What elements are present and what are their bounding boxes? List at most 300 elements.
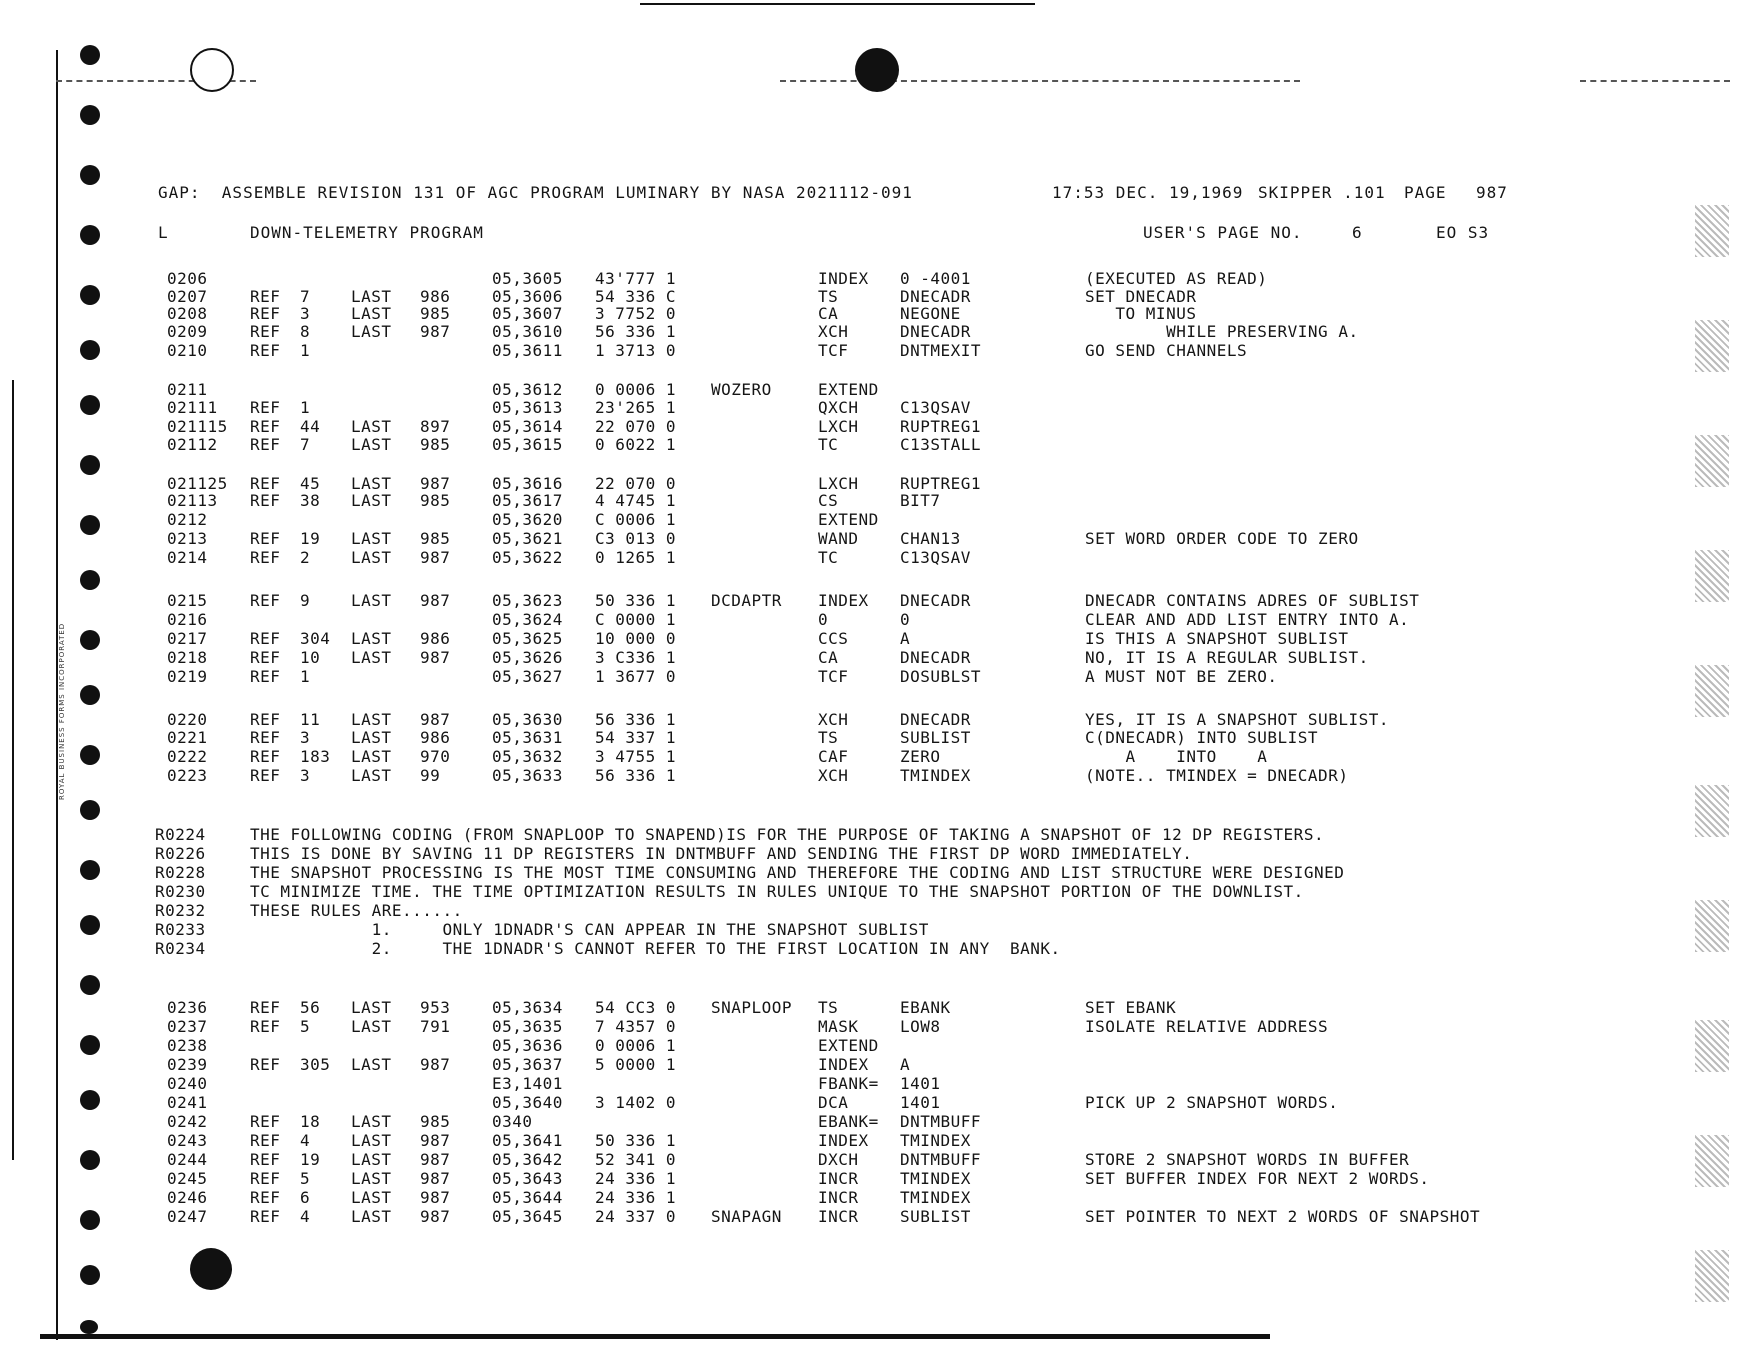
remark-text: THE SNAPSHOT PROCESSING IS THE MOST TIME CONSUMING AND THEREFORE THE CODING AND LIST STRUCTURE WERE DESIGNED <box>250 863 1345 882</box>
listing-operand: DNECADR <box>900 322 971 341</box>
listing-seq: 0209 <box>167 322 208 341</box>
listing-last: LAST <box>351 548 392 567</box>
listing-ref: REF <box>250 648 281 667</box>
listing-op: TS <box>818 728 839 747</box>
listing-addr: 05,3644 <box>492 1188 563 1207</box>
listing-operand: TMINDEX <box>900 1188 971 1207</box>
listing-comment: NO, IT IS A REGULAR SUBLIST. <box>1085 648 1369 667</box>
listing-word: 3 4755 1 <box>595 747 677 766</box>
listing-cnt: 38 <box>300 491 321 510</box>
listing-addr: 05,3625 <box>492 629 563 648</box>
listing-cnt: 9 <box>300 591 311 610</box>
listing-word: 43'777 1 <box>595 269 677 288</box>
listing-comment: DNECADR CONTAINS ADRES OF SUBLIST <box>1085 591 1420 610</box>
scan-artifact <box>1695 205 1729 257</box>
listing-lpg: 985 <box>420 304 451 323</box>
listing-op: XCH <box>818 766 849 785</box>
remark-text: 2. THE 1DNADR'S CANNOT REFER TO THE FIRST LOCATION IN ANY BANK. <box>250 939 1061 958</box>
listing-addr: 05,3634 <box>492 998 563 1017</box>
listing-comment: CLEAR AND ADD LIST ENTRY INTO A. <box>1085 610 1410 629</box>
scan-artifact <box>1695 1250 1729 1302</box>
listing-operand: SUBLIST <box>900 1207 971 1226</box>
listing-op: MASK <box>818 1017 859 1036</box>
listing-op: EXTEND <box>818 380 879 399</box>
listing-op: TS <box>818 998 839 1017</box>
listing-addr: 0340 <box>492 1112 533 1131</box>
listing-last: LAST <box>351 1112 392 1131</box>
listing-addr: 05,3641 <box>492 1131 563 1150</box>
punch-hole <box>855 48 899 92</box>
users-page-number: 6 <box>1352 223 1363 242</box>
listing-operand: 0 <box>900 610 911 629</box>
listing-cnt: 44 <box>300 417 321 436</box>
listing-operand: DOSUBLST <box>900 667 982 686</box>
listing-lpg: 986 <box>420 287 451 306</box>
tractor-hole <box>80 1265 100 1285</box>
listing-comment: (NOTE.. TMINDEX = DNECADR) <box>1085 766 1349 785</box>
punch-hole <box>190 1248 232 1290</box>
listing-word: 0 0006 1 <box>595 380 677 399</box>
listing-addr: 05,3630 <box>492 710 563 729</box>
listing-operand: C13QSAV <box>900 548 971 567</box>
listing-comment: A MUST NOT BE ZERO. <box>1085 667 1278 686</box>
listing-addr: 05,3615 <box>492 435 563 454</box>
listing-cnt: 3 <box>300 766 311 785</box>
listing-lpg: 987 <box>420 648 451 667</box>
listing-seq: 0237 <box>167 1017 208 1036</box>
tractor-hole <box>80 105 100 125</box>
tractor-hole <box>80 745 100 765</box>
listing-seq: 0238 <box>167 1036 208 1055</box>
listing-word: 50 336 1 <box>595 591 677 610</box>
bottom-rule <box>40 1334 1270 1339</box>
listing-ref: REF <box>250 766 281 785</box>
listing-word: 24 337 0 <box>595 1207 677 1226</box>
listing-cnt: 19 <box>300 529 321 548</box>
listing-addr: 05,3623 <box>492 591 563 610</box>
listing-lpg: 987 <box>420 591 451 610</box>
listing-operand: C13STALL <box>900 435 982 454</box>
listing-lpg: 99 <box>420 766 441 785</box>
listing-addr: 05,3614 <box>492 417 563 436</box>
listing-word: 54 337 1 <box>595 728 677 747</box>
listing-op: FBANK= <box>818 1074 879 1093</box>
eo-label: EO S3 <box>1436 223 1490 242</box>
listing-last: LAST <box>351 491 392 510</box>
listing-ref: REF <box>250 1207 281 1226</box>
listing-op: TS <box>818 287 839 306</box>
listing-cnt: 18 <box>300 1112 321 1131</box>
listing-addr: 05,3612 <box>492 380 563 399</box>
listing-comment: PICK UP 2 SNAPSHOT WORDS. <box>1085 1093 1339 1112</box>
listing-op: XCH <box>818 710 849 729</box>
listing-ref: REF <box>250 998 281 1017</box>
listing-operand: DNECADR <box>900 287 971 306</box>
listing-operand: ZERO <box>900 747 941 766</box>
remark-text: THESE RULES ARE...... <box>250 901 463 920</box>
listing-word: 24 336 1 <box>595 1188 677 1207</box>
listing-ref: REF <box>250 398 281 417</box>
listing-addr: E3,1401 <box>492 1074 563 1093</box>
listing-addr: 05,3640 <box>492 1093 563 1112</box>
listing-operand: DNECADR <box>900 710 971 729</box>
listing-word: 54 CC3 0 <box>595 998 677 1017</box>
listing-cnt: 305 <box>300 1055 331 1074</box>
listing-cnt: 45 <box>300 474 321 493</box>
listing-comment: A INTO A <box>1085 747 1268 766</box>
listing-addr: 05,3635 <box>492 1017 563 1036</box>
listing-addr: 05,3620 <box>492 510 563 529</box>
listing-op: TCF <box>818 667 849 686</box>
listing-seq: 0239 <box>167 1055 208 1074</box>
listing-seq: 0218 <box>167 648 208 667</box>
tractor-hole <box>80 395 100 415</box>
listing-lpg: 791 <box>420 1017 451 1036</box>
scan-artifact <box>1695 320 1729 372</box>
listing-operand: SUBLIST <box>900 728 971 747</box>
listing-addr: 05,3624 <box>492 610 563 629</box>
listing-lpg: 897 <box>420 417 451 436</box>
listing-ref: REF <box>250 304 281 323</box>
tractor-hole <box>80 225 100 245</box>
listing-seq: 0212 <box>167 510 208 529</box>
listing-lpg: 987 <box>420 1131 451 1150</box>
listing-seq: 0243 <box>167 1131 208 1150</box>
listing-word: 4 4745 1 <box>595 491 677 510</box>
listing-last: LAST <box>351 1150 392 1169</box>
listing-cnt: 1 <box>300 341 311 360</box>
listing-seq: 0223 <box>167 766 208 785</box>
skipper-label: SKIPPER .101 <box>1258 183 1386 202</box>
listing-word: 5 0000 1 <box>595 1055 677 1074</box>
listing-seq: 0244 <box>167 1150 208 1169</box>
tractor-hole <box>80 915 100 935</box>
listing-comment: (EXECUTED AS READ) <box>1085 269 1268 288</box>
listing-op: TC <box>818 548 839 567</box>
tractor-hole <box>80 1090 100 1110</box>
listing-operand: DNTMBUFF <box>900 1112 982 1131</box>
listing-lpg: 987 <box>420 1207 451 1226</box>
tractor-hole <box>80 515 100 535</box>
listing-ref: REF <box>250 417 281 436</box>
listing-lpg: 987 <box>420 322 451 341</box>
punch-hole-outline <box>190 48 234 92</box>
listing-word: 22 070 0 <box>595 474 677 493</box>
scan-artifact <box>1695 1135 1729 1187</box>
listing-lpg: 985 <box>420 491 451 510</box>
listing-operand: EBANK <box>900 998 951 1017</box>
listing-ref: REF <box>250 1150 281 1169</box>
listing-last: LAST <box>351 287 392 306</box>
listing-last: LAST <box>351 747 392 766</box>
listing-cnt: 1 <box>300 398 311 417</box>
tractor-hole <box>80 1320 98 1334</box>
tractor-hole <box>80 455 100 475</box>
listing-ref: REF <box>250 529 281 548</box>
section-marker: L <box>158 223 169 242</box>
remark-seq: R0233 <box>155 920 206 939</box>
listing-last: LAST <box>351 1207 392 1226</box>
listing-op: CA <box>818 304 839 323</box>
listing-operand: DNECADR <box>900 648 971 667</box>
listing-word: 23'265 1 <box>595 398 677 417</box>
listing-ref: REF <box>250 1131 281 1150</box>
listing-cnt: 56 <box>300 998 321 1017</box>
listing-lpg: 987 <box>420 1055 451 1074</box>
listing-word: 3 1402 0 <box>595 1093 677 1112</box>
listing-operand: DNTMEXIT <box>900 341 982 360</box>
listing-addr: 05,3643 <box>492 1169 563 1188</box>
remark-text: 1. ONLY 1DNADR'S CAN APPEAR IN THE SNAPSHOT SUBLIST <box>250 920 929 939</box>
listing-op: TC <box>818 435 839 454</box>
listing-word: 10 000 0 <box>595 629 677 648</box>
listing-last: LAST <box>351 766 392 785</box>
listing-ref: REF <box>250 287 281 306</box>
listing-last: LAST <box>351 1055 392 1074</box>
listing-lpg: 987 <box>420 1150 451 1169</box>
listing-word: 0 6022 1 <box>595 435 677 454</box>
listing-comment: SET EBANK <box>1085 998 1177 1017</box>
listing-addr: 05,3632 <box>492 747 563 766</box>
listing-operand: A <box>900 629 911 648</box>
listing-seq: 0219 <box>167 667 208 686</box>
listing-addr: 05,3610 <box>492 322 563 341</box>
listing-addr: 05,3636 <box>492 1036 563 1055</box>
listing-operand: CHAN13 <box>900 529 961 548</box>
listing-addr: 05,3621 <box>492 529 563 548</box>
listing-label: SNAPAGN <box>711 1207 782 1226</box>
tractor-hole <box>80 685 100 705</box>
listing-word: 3 C336 1 <box>595 648 677 667</box>
listing-label: DCDAPTR <box>711 591 782 610</box>
assembly-title: GAP: ASSEMBLE REVISION 131 OF AGC PROGRAM LUMINARY BY NASA 2021112-091 <box>158 183 913 202</box>
listing-last: LAST <box>351 629 392 648</box>
section-title: DOWN-TELEMETRY PROGRAM <box>250 223 484 242</box>
listing-ref: REF <box>250 591 281 610</box>
listing-addr: 05,3622 <box>492 548 563 567</box>
listing-op: INCR <box>818 1188 859 1207</box>
listing-op: INDEX <box>818 269 869 288</box>
form-vendor-imprint: ROYAL BUSINESS FORMS INCORPORATED <box>58 622 66 800</box>
tractor-hole <box>80 1210 100 1230</box>
listing-cnt: 11 <box>300 710 321 729</box>
listing-op: XCH <box>818 322 849 341</box>
listing-label: SNAPLOOP <box>711 998 793 1017</box>
listing-operand: DNTMBUFF <box>900 1150 982 1169</box>
listing-ref: REF <box>250 1188 281 1207</box>
tractor-hole <box>80 285 100 305</box>
scan-artifact <box>1695 550 1729 602</box>
listing-ref: REF <box>250 1017 281 1036</box>
listing-seq: 0215 <box>167 591 208 610</box>
listing-comment: WHILE PRESERVING A. <box>1085 322 1359 341</box>
listing-seq: 021125 <box>167 474 228 493</box>
remark-seq: R0234 <box>155 939 206 958</box>
listing-lpg: 953 <box>420 998 451 1017</box>
listing-seq: 0245 <box>167 1169 208 1188</box>
listing-operand: NEGONE <box>900 304 961 323</box>
listing-ref: REF <box>250 1112 281 1131</box>
listing-op: INDEX <box>818 591 869 610</box>
listing-operand: LOW8 <box>900 1017 941 1036</box>
listing-word: 54 336 C <box>595 287 677 306</box>
listing-cnt: 7 <box>300 287 311 306</box>
listing-cnt: 1 <box>300 667 311 686</box>
listing-operand: TMINDEX <box>900 1131 971 1150</box>
listing-cnt: 304 <box>300 629 331 648</box>
listing-operand: 1401 <box>900 1093 941 1112</box>
listing-lpg: 987 <box>420 548 451 567</box>
listing-addr: 05,3605 <box>492 269 563 288</box>
listing-op: DXCH <box>818 1150 859 1169</box>
listing-lpg: 985 <box>420 435 451 454</box>
listing-label: WOZERO <box>711 380 772 399</box>
listing-word: 56 336 1 <box>595 322 677 341</box>
listing-seq: 0207 <box>167 287 208 306</box>
listing-comment: TO MINUS <box>1085 304 1197 323</box>
listing-word: C 0000 1 <box>595 610 677 629</box>
listing-cnt: 5 <box>300 1017 311 1036</box>
listing-cnt: 4 <box>300 1207 311 1226</box>
listing-lpg: 970 <box>420 747 451 766</box>
listing-ref: REF <box>250 474 281 493</box>
listing-word: 24 336 1 <box>595 1169 677 1188</box>
tractor-hole <box>80 570 100 590</box>
listing-addr: 05,3626 <box>492 648 563 667</box>
perforation-line <box>1580 80 1730 82</box>
listing-seq: 0206 <box>167 269 208 288</box>
listing-addr: 05,3627 <box>492 667 563 686</box>
listing-op: EXTEND <box>818 510 879 529</box>
listing-comment: IS THIS A SNAPSHOT SUBLIST <box>1085 629 1349 648</box>
scan-artifact <box>1695 1020 1729 1072</box>
scan-artifact <box>1695 665 1729 717</box>
listing-last: LAST <box>351 728 392 747</box>
listing-lpg: 987 <box>420 1169 451 1188</box>
listing-seq: 0216 <box>167 610 208 629</box>
tractor-hole <box>80 165 100 185</box>
listing-lpg: 986 <box>420 629 451 648</box>
tractor-hole <box>80 800 100 820</box>
listing-ref: REF <box>250 491 281 510</box>
listing-ref: REF <box>250 710 281 729</box>
listing-op: INCR <box>818 1169 859 1188</box>
remark-seq: R0226 <box>155 844 206 863</box>
listing-cnt: 19 <box>300 1150 321 1169</box>
page-label: PAGE <box>1404 183 1447 202</box>
listing-cnt: 6 <box>300 1188 311 1207</box>
listing-cnt: 183 <box>300 747 331 766</box>
listing-last: LAST <box>351 710 392 729</box>
listing-addr: 05,3607 <box>492 304 563 323</box>
listing-addr: 05,3611 <box>492 341 563 360</box>
remark-text: THE FOLLOWING CODING (FROM SNAPLOOP TO SNAPEND)IS FOR THE PURPOSE OF TAKING A SNAPSHOT OF 12 DP REGISTERS. <box>250 825 1325 844</box>
listing-word: C 0006 1 <box>595 510 677 529</box>
listing-op: CCS <box>818 629 849 648</box>
listing-lpg: 985 <box>420 529 451 548</box>
tractor-hole <box>80 340 100 360</box>
listing-seq: 0213 <box>167 529 208 548</box>
far-left-rule <box>12 380 14 1160</box>
remark-text: TC MINIMIZE TIME. THE TIME OPTIMIZATION RESULTS IN RULES UNIQUE TO THE SNAPSHOT PORTION OF THE DOWNLIST. <box>250 882 1304 901</box>
listing-seq: 0221 <box>167 728 208 747</box>
listing-op: CAF <box>818 747 849 766</box>
listing-cnt: 10 <box>300 648 321 667</box>
listing-seq: 0241 <box>167 1093 208 1112</box>
listing-comment: SET WORD ORDER CODE TO ZERO <box>1085 529 1359 548</box>
listing-comment: SET DNECADR <box>1085 287 1197 306</box>
listing-addr: 05,3606 <box>492 287 563 306</box>
scan-artifact <box>1695 900 1729 952</box>
listing-comment: STORE 2 SNAPSHOT WORDS IN BUFFER <box>1085 1150 1410 1169</box>
listing-ref: REF <box>250 1169 281 1188</box>
listing-cnt: 8 <box>300 322 311 341</box>
listing-word: 50 336 1 <box>595 1131 677 1150</box>
listing-word: 0 1265 1 <box>595 548 677 567</box>
listing-lpg: 985 <box>420 1112 451 1131</box>
listing-comment: SET POINTER TO NEXT 2 WORDS OF SNAPSHOT <box>1085 1207 1481 1226</box>
listing-word: 0 0006 1 <box>595 1036 677 1055</box>
listing-comment: GO SEND CHANNELS <box>1085 341 1248 360</box>
listing-operand: A <box>900 1055 911 1074</box>
listing-addr: 05,3645 <box>492 1207 563 1226</box>
listing-seq: 0220 <box>167 710 208 729</box>
listing-seq: 02111 <box>167 398 218 417</box>
listing-op: LXCH <box>818 417 859 436</box>
listing-ref: REF <box>250 435 281 454</box>
listing-last: LAST <box>351 1131 392 1150</box>
assembly-timestamp: 17:53 DEC. 19,1969 <box>1052 183 1244 202</box>
listing-operand: BIT7 <box>900 491 941 510</box>
listing-word: 56 336 1 <box>595 710 677 729</box>
listing-op: WAND <box>818 529 859 548</box>
page-number: 987 <box>1476 183 1508 202</box>
listing-seq: 0242 <box>167 1112 208 1131</box>
listing-op: EXTEND <box>818 1036 879 1055</box>
listing-addr: 05,3631 <box>492 728 563 747</box>
listing-seq: 02113 <box>167 491 218 510</box>
listing-op: LXCH <box>818 474 859 493</box>
listing-ref: REF <box>250 747 281 766</box>
listing-last: LAST <box>351 474 392 493</box>
listing-lpg: 986 <box>420 728 451 747</box>
listing-word: 22 070 0 <box>595 417 677 436</box>
listing-seq: 0208 <box>167 304 208 323</box>
listing-addr: 05,3642 <box>492 1150 563 1169</box>
listing-word: 3 7752 0 <box>595 304 677 323</box>
listing-cnt: 3 <box>300 304 311 323</box>
listing-operand: C13QSAV <box>900 398 971 417</box>
listing-last: LAST <box>351 322 392 341</box>
listing-seq: 0240 <box>167 1074 208 1093</box>
listing-ref: REF <box>250 322 281 341</box>
listing-lpg: 987 <box>420 474 451 493</box>
users-page-label: USER'S PAGE NO. <box>1143 223 1303 242</box>
listing-operand: TMINDEX <box>900 1169 971 1188</box>
listing-op: EBANK= <box>818 1112 879 1131</box>
listing-last: LAST <box>351 304 392 323</box>
listing-lpg: 987 <box>420 710 451 729</box>
listing-ref: REF <box>250 341 281 360</box>
listing-seq: 0247 <box>167 1207 208 1226</box>
scan-artifact <box>1695 785 1729 837</box>
listing-seq: 0214 <box>167 548 208 567</box>
listing-cnt: 4 <box>300 1131 311 1150</box>
remark-seq: R0228 <box>155 863 206 882</box>
listing-addr: 05,3617 <box>492 491 563 510</box>
listing-comment: SET BUFFER INDEX FOR NEXT 2 WORDS. <box>1085 1169 1430 1188</box>
listing-operand: RUPTREG1 <box>900 474 982 493</box>
